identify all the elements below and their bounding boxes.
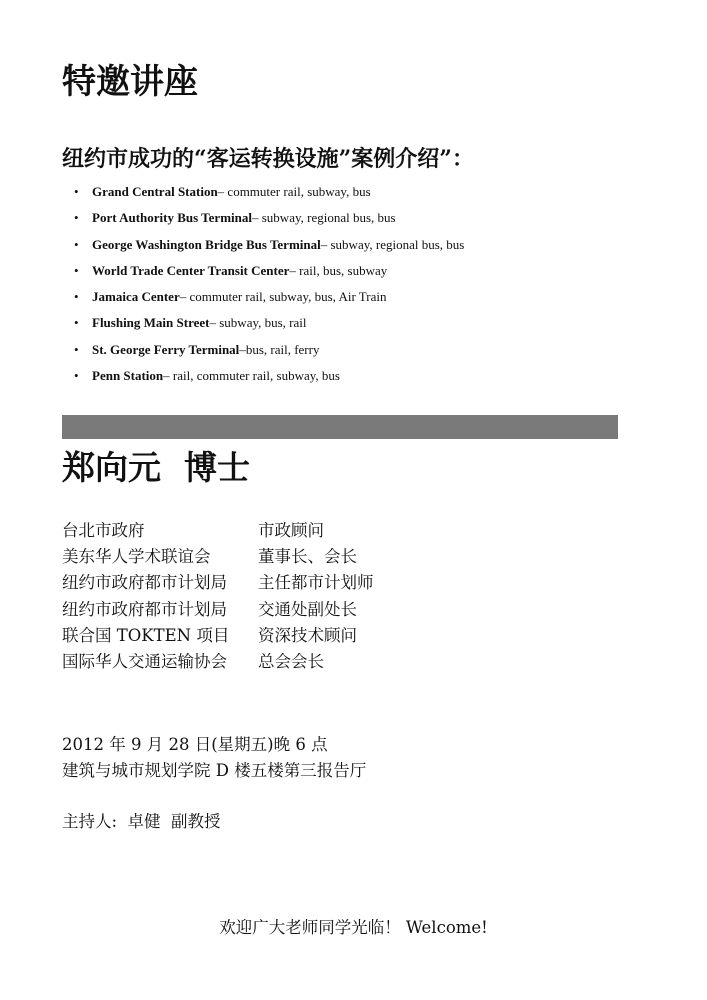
speaker-name: 郑向元 博士 bbox=[62, 448, 250, 487]
role-position: 资深技术顾问 bbox=[258, 625, 357, 645]
role-position: 董事长、会长 bbox=[258, 547, 357, 567]
welcome-footer bbox=[0, 914, 707, 938]
bullet-icon: • bbox=[74, 184, 79, 199]
bullet-icon: • bbox=[74, 315, 79, 331]
station-name: Port Authority Bus Terminal bbox=[92, 210, 252, 226]
role-organization: 台北市政府 bbox=[62, 521, 145, 540]
role-organization: 国际华人交通运输协会 bbox=[62, 651, 227, 671]
station-modes: – rail, bus, subway bbox=[289, 262, 388, 278]
role-organization: 美东华人学术联谊会 bbox=[62, 547, 211, 567]
station-modes: – commuter rail, subway, bus bbox=[217, 184, 371, 199]
list-item bbox=[74, 209, 464, 235]
list-item bbox=[74, 367, 464, 393]
list-item bbox=[74, 314, 464, 340]
station-name: World Trade Center Transit Center bbox=[92, 262, 290, 278]
divider-bar bbox=[62, 415, 618, 439]
role-row bbox=[62, 520, 374, 546]
list-item bbox=[74, 262, 464, 288]
page-title: 特邀讲座 bbox=[62, 62, 198, 102]
event-info bbox=[62, 732, 366, 784]
section-subtitle: 纽约市成功的“客运转换设施”案例介绍”： bbox=[62, 146, 474, 172]
station-modes: – subway, regional bus, bus bbox=[252, 210, 396, 226]
role-row bbox=[62, 546, 374, 572]
role-organization: 纽约市政府都市计划局 bbox=[62, 599, 227, 619]
station-name: St. George Ferry Terminal bbox=[92, 341, 240, 357]
station-name: Grand Central Station bbox=[92, 184, 218, 199]
role-position: 总会会长 bbox=[258, 651, 324, 671]
role-row bbox=[62, 599, 374, 625]
case-list bbox=[74, 183, 464, 393]
event-time: 2012 年 9 月 28 日(星期五)晚 6 点 bbox=[62, 735, 328, 754]
station-modes: – subway, bus, rail bbox=[209, 315, 307, 331]
station-name: Penn Station bbox=[92, 368, 164, 384]
role-row bbox=[62, 572, 374, 598]
list-item bbox=[74, 183, 464, 209]
role-organization: 联合国 TOKTEN 项目 bbox=[62, 625, 230, 645]
bullet-icon: • bbox=[74, 341, 79, 357]
bullet-icon: • bbox=[74, 368, 79, 384]
role-row bbox=[62, 625, 374, 651]
speaker-roles bbox=[62, 520, 374, 677]
role-position: 市政顾问 bbox=[258, 521, 324, 540]
role-position: 交通处副处长 bbox=[258, 599, 357, 619]
welcome-text: 欢迎广大老师同学光临！ Welcome! bbox=[219, 918, 488, 937]
list-item bbox=[74, 236, 464, 262]
station-modes: – rail, commuter rail, subway, bus bbox=[163, 368, 340, 384]
station-modes: –bus, rail, ferry bbox=[239, 341, 320, 357]
station-modes: – subway, regional bus, bus bbox=[320, 236, 465, 252]
bullet-icon: • bbox=[74, 262, 79, 278]
bullet-icon: • bbox=[74, 289, 79, 305]
role-position: 主任都市计划师 bbox=[258, 573, 374, 593]
list-item bbox=[74, 341, 464, 367]
bullet-icon: • bbox=[74, 210, 79, 226]
bullet-icon: • bbox=[74, 236, 79, 252]
station-modes: – commuter rail, subway, bus, Air Train bbox=[179, 289, 387, 305]
host-line: 主持人: 卓健 副教授 bbox=[62, 812, 221, 831]
role-organization: 纽约市政府都市计划局 bbox=[62, 573, 227, 593]
station-name: Flushing Main Street bbox=[92, 315, 210, 331]
list-item bbox=[74, 288, 464, 314]
event-venue: 建筑与城市规划学院 D 楼五楼第三报告厅 bbox=[62, 761, 367, 780]
role-row bbox=[62, 651, 374, 677]
station-name: George Washington Bridge Bus Terminal bbox=[92, 236, 321, 252]
station-name: Jamaica Center bbox=[92, 289, 180, 305]
